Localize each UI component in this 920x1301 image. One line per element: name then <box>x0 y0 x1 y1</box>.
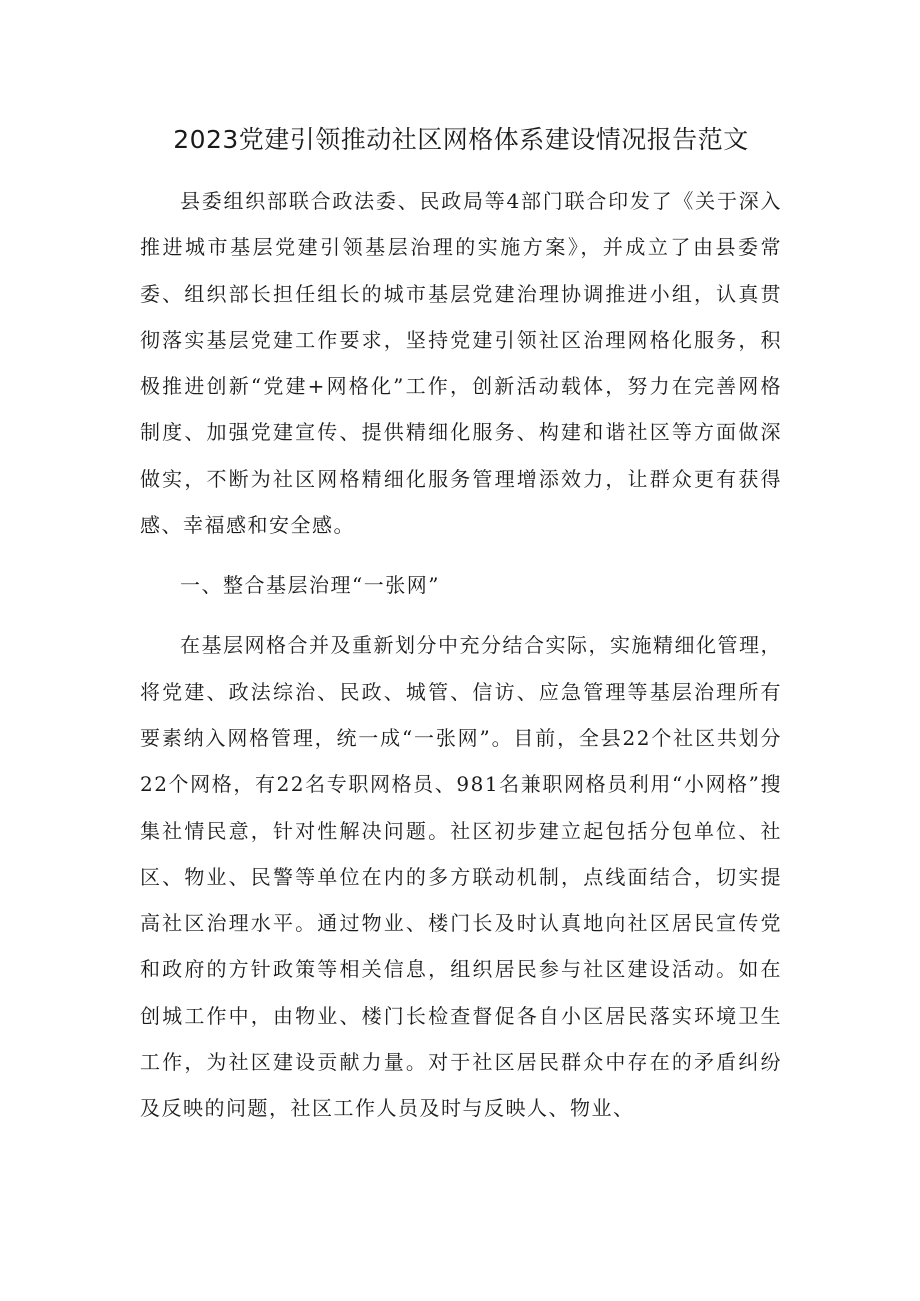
document-title: 2023党建引领推动社区网格体系建设情况报告范文 <box>173 125 749 154</box>
section-paragraph: 在基层网格合并及重新划分中充分结合实际，实施精细化管理，将党建、政法综治、民政、城管、信访、应急管理等基层治理所有要素纳入网格管理，统一成“一张网”。目前，全县22个社区共划分22个网格，有22名专职网格员、981名兼职网格员利用“小网格”搜集社情民意，针对性解决问题。社区初步建立起包括分包单位、社区、物业、民警等单位在内的多方联动机制，点线面结合，切实提高社区治理水平。通过物业、楼门长及时认真地向社区居民宣传党和政府的方针政策等相关信息，组织居民参与社区建设活动。如在创城工作中，由物业、楼门长检查督促各自小区居民落实环境卫生工作，为社区建设贡献力量。对于社区居民群众中存在的矛盾纠纷及反映的问题，社区工作人员及时与反映人、物业、 <box>140 633 782 1121</box>
section-heading: 一、整合基层治理“一张网” <box>180 573 440 598</box>
intro-paragraph: 县委组织部联合政法委、民政局等4部门联合印发了《关于深入推进城市基层党建引领基层治理的实施方案》，并成立了由县委常委、组织部长担任组长的城市基层党建治理协调推进小组，认真贯彻落实基层党建工作要求，坚持党建引领社区治理网格化服务，积极推进创新“党建+网格化”工作，创新活动载体，努力在完善网格制度、加强党建宣传、提供精细化服务、构建和谐社区等方面做深做实，不断为社区网格精细化服务管理增添效力，让群众更有获得感、幸福感和安全感。 <box>140 189 782 538</box>
